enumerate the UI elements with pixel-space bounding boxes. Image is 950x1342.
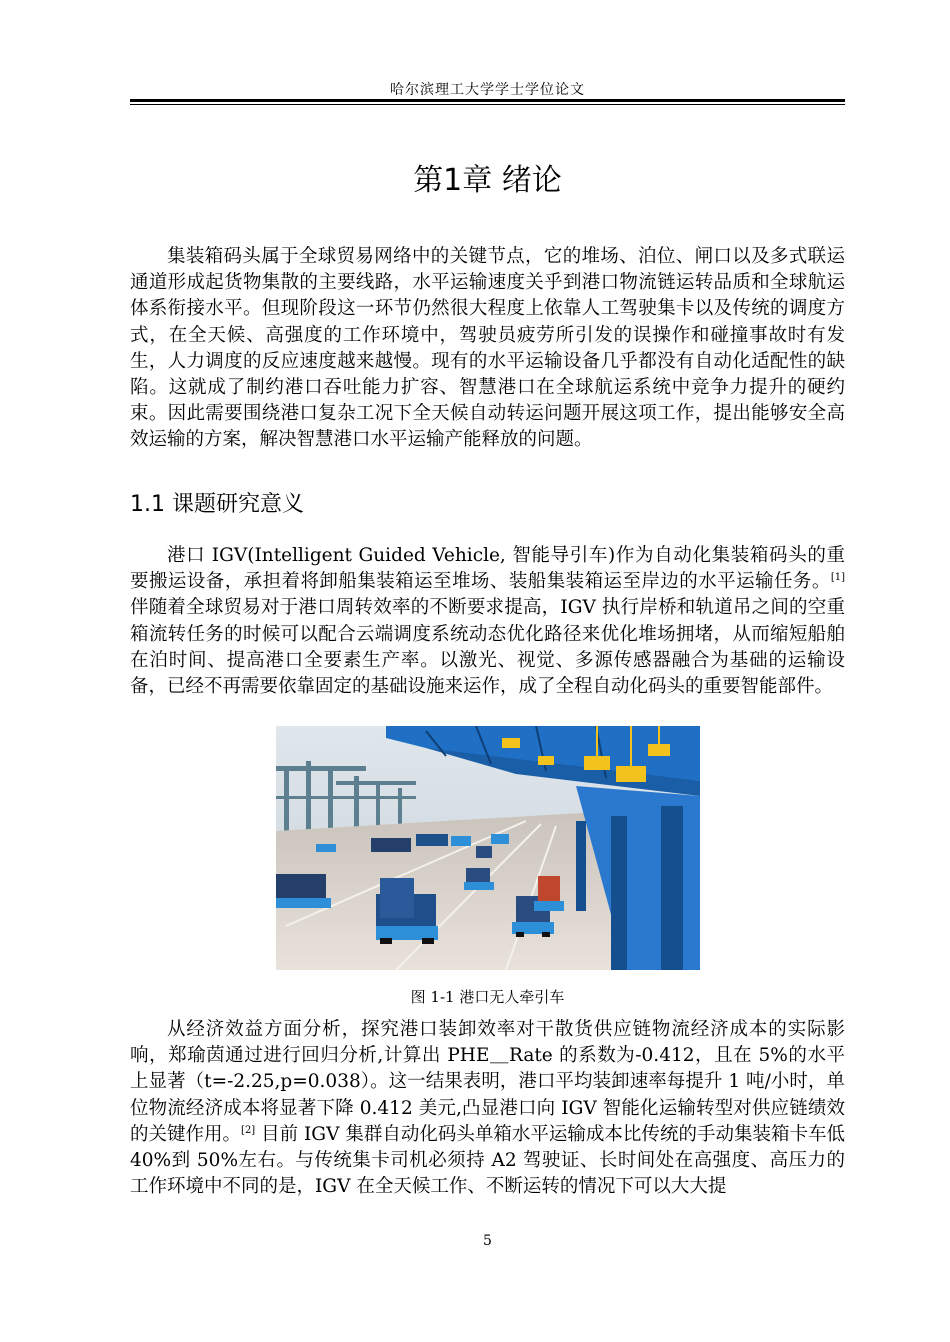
igv-text-b: 伴随着全球贸易对于港口周转效率的不断要求提高，IGV 执行岸桥和轨道吊之间的空重箱流转任务的时候可以配合云端调度系统动态优化路径来优化堆场拥堵，从而缩短船舶在泊时间、提高港口全要素生产率。以激光、视觉、多源传感器融合为基础的运输设备，已经不再需要依靠固定的基础设施来运作，成了全程自动化码头的重要智能部件。 xyxy=(130,597,845,698)
header-rule-thick xyxy=(130,99,845,102)
running-header: 哈尔滨理工大学学士学位论文 xyxy=(390,82,585,98)
economics-text-a: 从经济效益方面分析，探究港口装卸效率对干散货供应链物流经济成本的实际影响，郑瑜茵通过进行回归分析,计算出 PHE＿Rate 的系数为-0.412，且在 5%的水平上显著（t=-2.25,p=0.038）。这一结果表明，港口平均装卸速率每提升 1 吨/小时，单位物流经济成本将显著下降 0.412 美元,凸显港口向 IGV 智能化运输转型对供应链绩效的关键作用。 xyxy=(130,1019,845,1145)
intro-paragraph xyxy=(130,244,845,454)
header-rule-thin xyxy=(130,104,845,105)
igv-text-a: 港口 IGV(Intelligent Guided Vehicle, 智能导引车)作为自动化集装箱码头的重要搬运设备，承担着将卸船集装箱运至堆场、装船集装箱运至岸边的水平运输任务。 xyxy=(130,545,845,593)
port-agv-photo xyxy=(276,726,700,970)
page-number: 5 xyxy=(483,1233,492,1249)
figure-caption: 图 1-1 港口无人牵引车 xyxy=(410,988,565,1006)
section-heading: 1.1 课题研究意义 xyxy=(130,492,304,517)
intro-text: 集装箱码头属于全球贸易网络中的关键节点，它的堆场、泊位、闸口以及多式联运通道形成起货物集散的主要线路，水平运输速度关乎到港口物流链运转品质和全球航运体系衔接水平。但现阶段这一环节仍然很大程度上依靠人工驾驶集卡以及传统的调度方式，在全天候、高强度的工作环境中，驾驶员疲劳所引发的误操作和碰撞事故时有发生，人力调度的反应速度越来越慢。现有的水平运输设备几乎都没有自动化适配性的缺陷。这就成了制约港口吞吐能力扩容、智慧港口在全球航运系统中竞争力提升的硬约束。因此需要围绕港口复杂工况下全天候自动转运问题开展这项工作，提出能够安全高效运输的方案，解决智慧港口水平运输产能释放的问题。 xyxy=(130,246,845,451)
citation-1[interactable]: [1] xyxy=(830,572,845,584)
economics-paragraph xyxy=(130,1017,845,1200)
igv-paragraph xyxy=(130,543,845,700)
citation-2[interactable]: [2] xyxy=(241,1124,256,1136)
chapter-title: 第1章 绪论 xyxy=(413,163,562,198)
economics-text-b: 目前 IGV 集群自动化码头单箱水平运输成本比传统的手动集装箱卡车低 40%到 50%左右。与传统集卡司机必须持 A2 驾驶证、长时间处在高强度、高压力的工作环境中不同的是，IGV 在全天候工作、不断运转的情况下可以大大提 xyxy=(130,1123,845,1198)
